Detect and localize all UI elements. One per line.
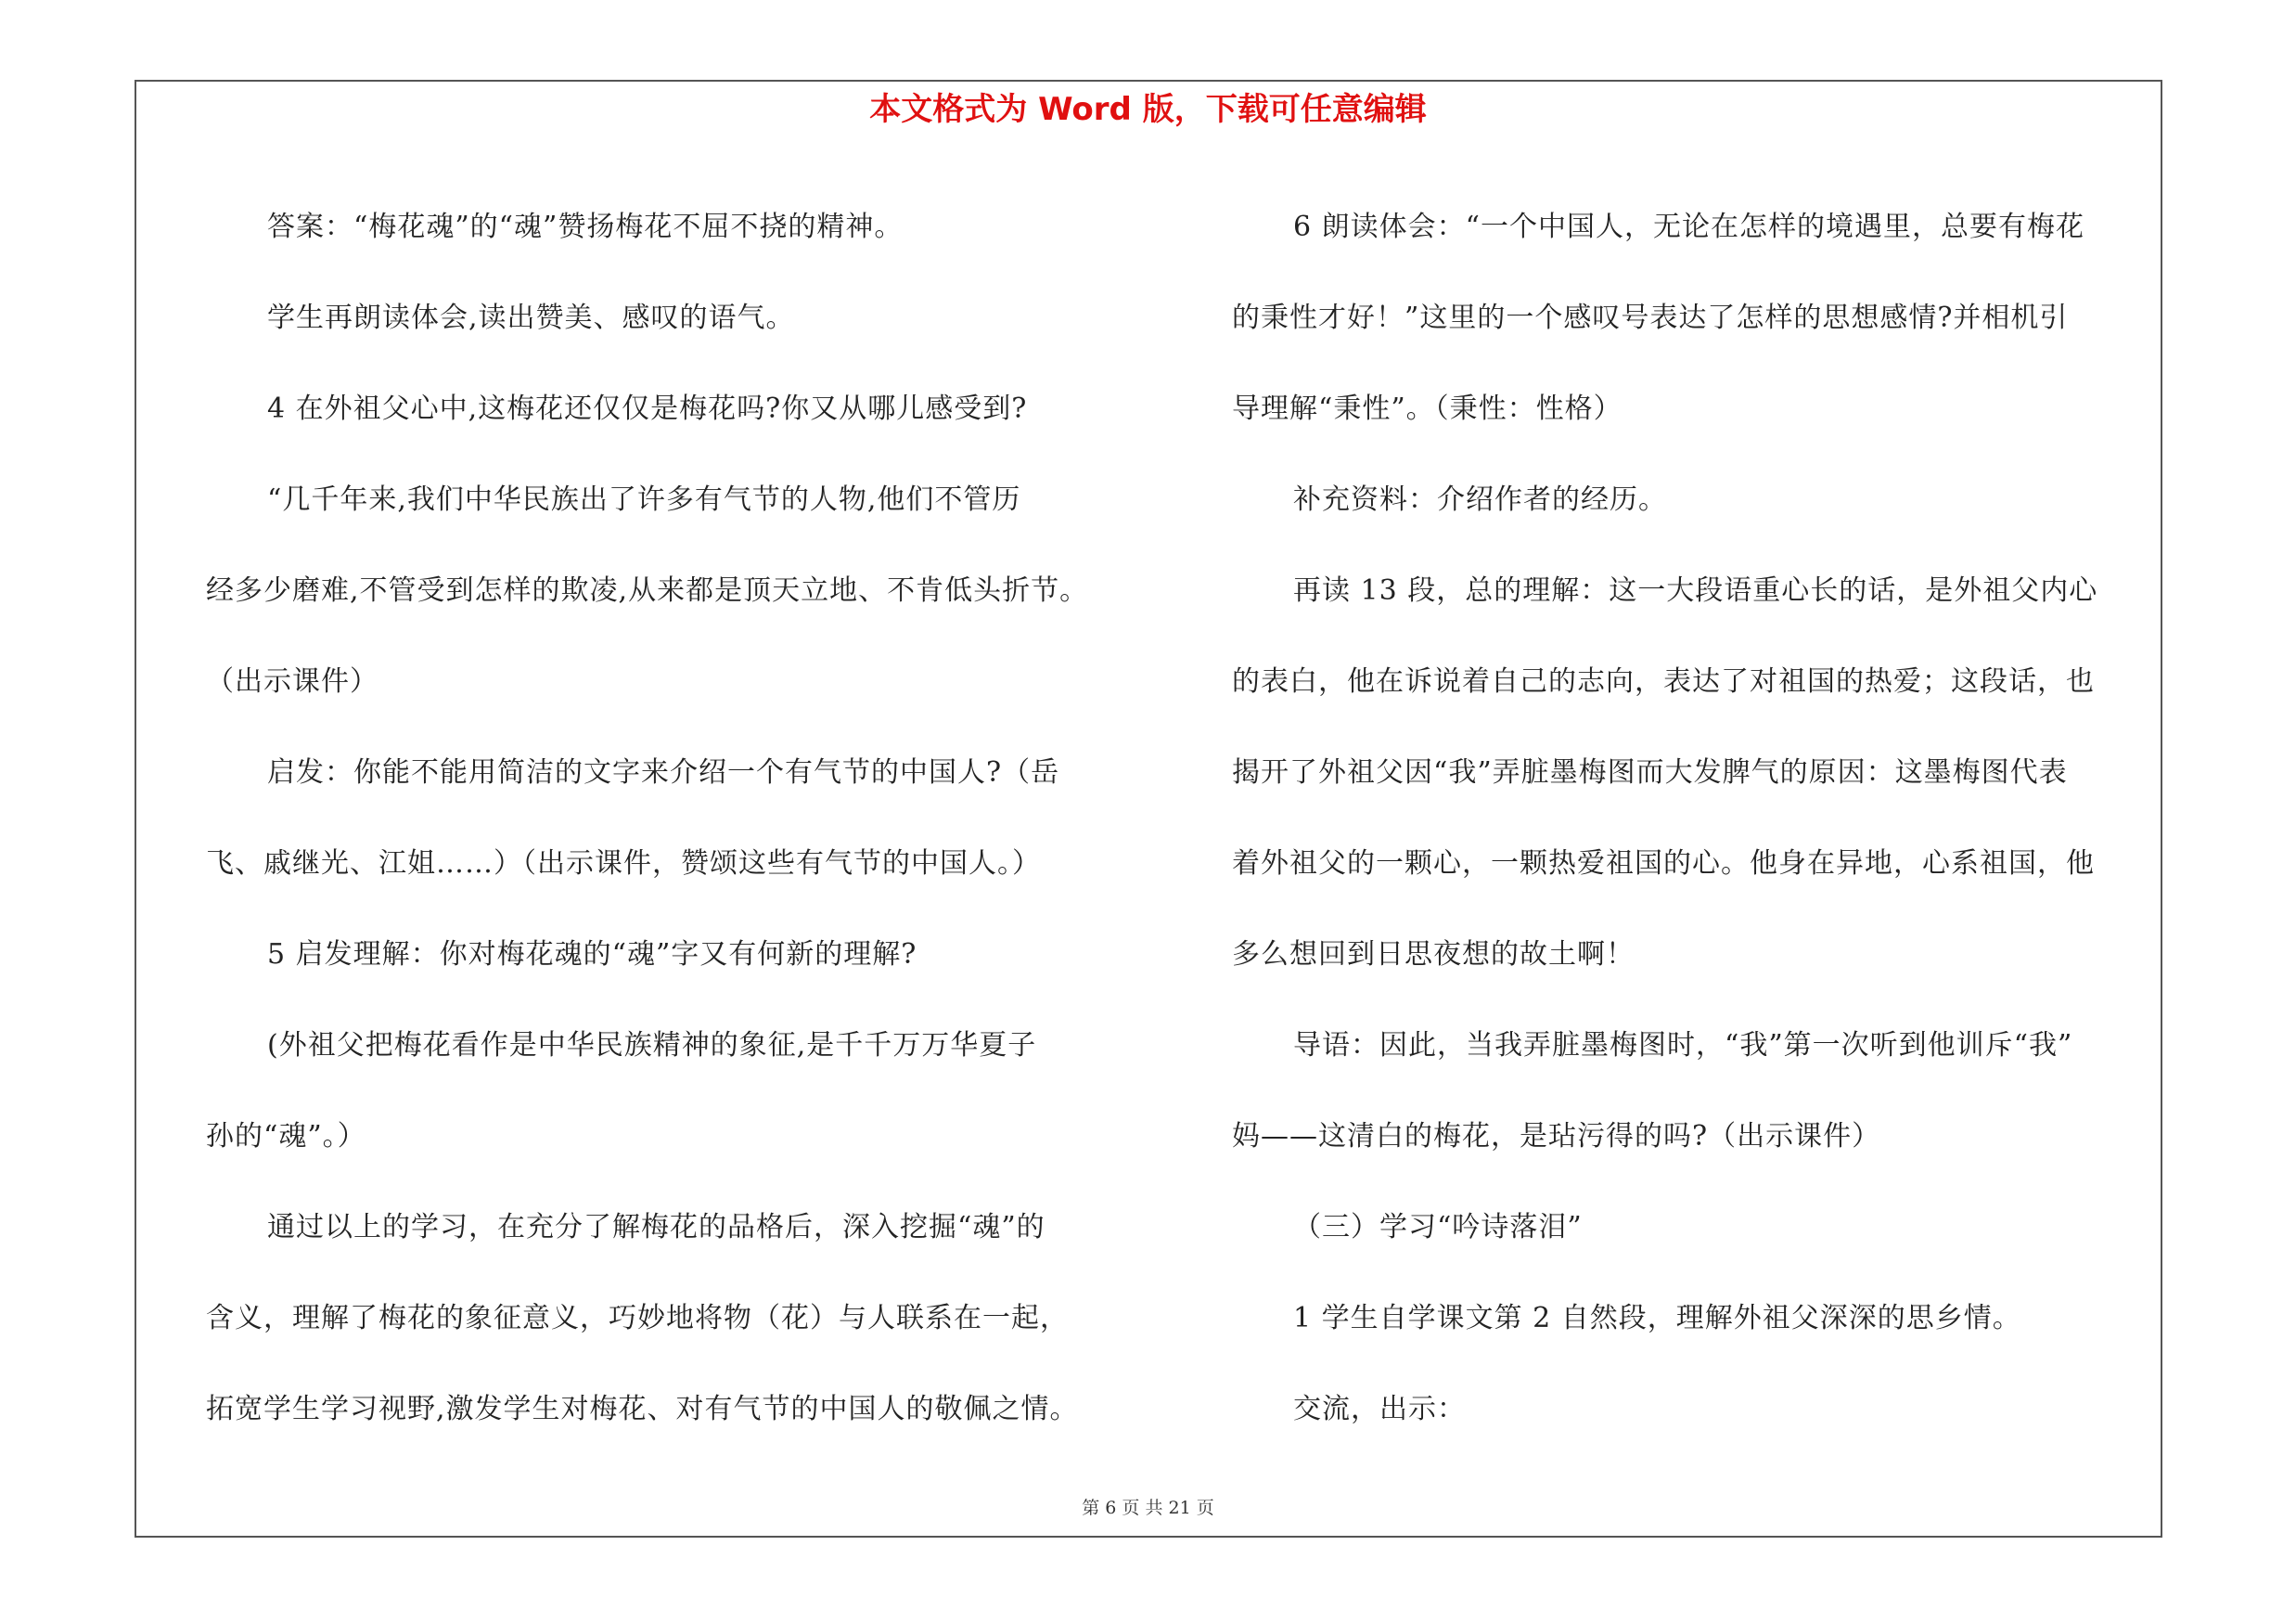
- text-line: 6 朗读体会：“一个中国人，无论在怎样的境遇里，总要有梅花: [1293, 211, 2084, 243]
- text-line: “几千年来,我们中华民族出了许多有气节的人物,他们不管历: [267, 483, 1021, 516]
- text-line: 经多少磨难,不管受到怎样的欺凌,从来都是顶天立地、不肯低头折节。: [206, 574, 1089, 607]
- text-line: 补充资料：介绍作者的经历。: [1293, 483, 1667, 516]
- text-line: 的表白，他在诉说着自己的志向，表达了对祖国的热爱；这段话，也: [1232, 665, 2095, 698]
- text-line: （三）学习“吟诗落泪”: [1293, 1211, 1583, 1243]
- format-banner: 本文格式为 Word 版，下载可任意编辑: [869, 91, 1427, 128]
- text-line: 通过以上的学习，在充分了解梅花的品格后，深入挖掘“魂”的: [267, 1211, 1045, 1243]
- text-line: 1 学生自学课文第 2 自然段，理解外祖父深深的思乡情。: [1293, 1302, 2021, 1334]
- right-text-column: [1232, 182, 2160, 1455]
- text-line: 孙的“魂”。）: [206, 1120, 366, 1153]
- text-line: 飞、戚继光、江姐……）（出示课件，赞颂这些有气节的中国人。）: [206, 847, 1041, 880]
- text-line: 启发：你能不能用简洁的文字来介绍一个有气节的中国人?（岳: [267, 756, 1060, 789]
- text-line: 学生再朗读体会,读出赞美、感叹的语气。: [267, 302, 795, 334]
- text-line: 导语：因此，当我弄脏墨梅图时，“我”第一次听到他训斥“我”: [1293, 1029, 2073, 1062]
- text-line: 拓宽学生学习视野,激发学生对梅花、对有气节的中国人的敬佩之情。: [206, 1393, 1079, 1425]
- text-line: 5 启发理解：你对梅花魂的“魂”字又有何新的理解?: [267, 938, 917, 971]
- text-line: 妈——这清白的梅花，是玷污得的吗?（出示课件）: [1232, 1120, 1881, 1153]
- page-number: 第 6 页 共 21 页: [1082, 1498, 1214, 1518]
- text-line: （出示课件）: [206, 665, 378, 698]
- text-line: 再读 13 段，总的理解：这一大段语重心长的话，是外祖父内心: [1293, 574, 2098, 607]
- text-line: 的秉性才好！”这里的一个感叹号表达了怎样的思想感情?并相机引: [1232, 302, 2069, 334]
- text-line: 交流，出示：: [1293, 1393, 1466, 1425]
- text-line: 含义，理解了梅花的象征意义，巧妙地将物（花）与人联系在一起，: [206, 1302, 1069, 1334]
- text-line: (外祖父把梅花看作是中华民族精神的象征,是千千万万华夏子: [267, 1029, 1037, 1062]
- text-line: 揭开了外祖父因“我”弄脏墨梅图而大发脾气的原因：这墨梅图代表: [1232, 756, 2068, 789]
- text-line: 着外祖父的一颗心，一颗热爱祖国的心。他身在异地，心系祖国，他: [1232, 847, 2095, 880]
- text-line: 导理解“秉性”。（秉性：性格）: [1232, 393, 1623, 425]
- left-text-column: [206, 182, 1152, 1455]
- text-line: 答案：“梅花魂”的“魂”赞扬梅花不屈不挠的精神。: [267, 211, 904, 243]
- text-line: 多么想回到日思夜想的故土啊！: [1232, 938, 1635, 971]
- text-line: 4 在外祖父心中,这梅花还仅仅是梅花吗?你又从哪儿感受到?: [267, 393, 1028, 425]
